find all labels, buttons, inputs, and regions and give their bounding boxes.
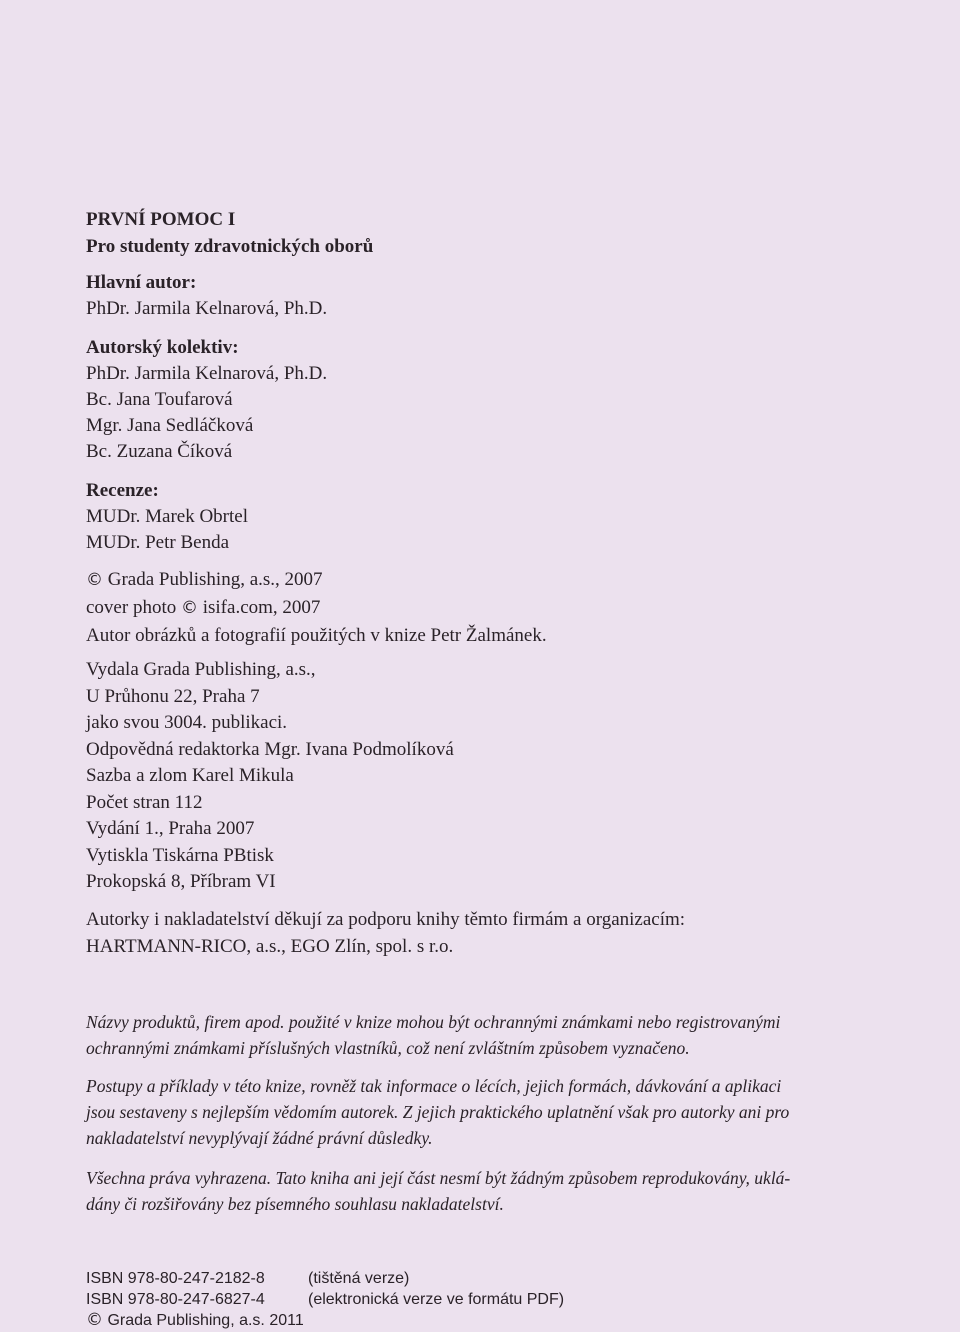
isbn-copyright: Grada Publishing, a.s. 2011: [107, 1312, 304, 1329]
reviews-section: [86, 478, 248, 556]
team-member: Bc. Zuzana Číková: [86, 441, 233, 462]
book-title-block: [86, 206, 373, 260]
main-author-heading: Hlavní autor:: [86, 272, 197, 293]
reviewer: MUDr. Marek Obrtel: [86, 506, 248, 527]
isbn-print: ISBN 978-80-247-2182-8: [86, 1270, 265, 1287]
copyright-icon: ©: [180, 598, 198, 618]
isbn-ebook-row: [86, 1289, 564, 1310]
thanks-sponsors: HARTMANN-RICO, a.s., EGO Zlín, spol. s r.o.: [86, 936, 454, 957]
copyright-line-cover: cover photo © isifa.com, 2007: [86, 597, 321, 618]
isbn-copyright-row: [86, 1310, 564, 1331]
author-team-section: [86, 335, 327, 465]
rights-section: [86, 566, 547, 649]
publisher-line: U Průhonu 22, Praha 7: [86, 685, 260, 707]
team-member: Mgr. Jana Sedláčková: [86, 415, 254, 436]
thanks-section: [86, 906, 685, 960]
copyright-icon: ©: [86, 570, 103, 590]
publisher-line: Prokopská 8, Příbram VI: [86, 871, 276, 892]
publisher-line: Vydání 1., Praha 2007: [86, 818, 255, 839]
team-member: PhDr. Jarmila Kelnarová, Ph.D.: [86, 363, 328, 384]
publisher-line: Počet stran 112: [86, 791, 203, 813]
main-author-section: [86, 270, 327, 322]
publisher-line: jako svou 3004. publikaci.: [86, 712, 288, 733]
isbn-ebook: ISBN 978-80-247-6827-4: [86, 1291, 265, 1308]
book-title: PRVNÍ POMOC I: [86, 209, 236, 230]
author-team-heading: Autorský kolektiv:: [86, 337, 239, 358]
book-subtitle: Pro studenty zdravotnických oborů: [86, 236, 374, 257]
publisher-line: Vytiskla Tiskárna PBtisk: [86, 844, 274, 866]
isbn-ebook-note: (elektronická verze ve formátu PDF): [308, 1291, 565, 1308]
publisher-line: Sazba a zlom Karel Mikula: [86, 765, 294, 786]
thanks-text: Autorky i nakladatelství děkují za podporu knihy těmto firmám a organizacím:: [86, 909, 686, 930]
copyright-icon: ©: [86, 1310, 103, 1330]
illustrations-credit: Autor obrázků a fotografií použitých v knize Petr Žalmánek.: [86, 625, 547, 646]
trademark-notice: Názvy produktů, firem apod. použité v knize mohou být ochrannými známkami nebo registrovanými ochrannými známkami příslušných vlastníků, což není zvláštním způsobem vyznačeno.: [86, 1012, 781, 1058]
copyright-line-publisher: © Grada Publishing, a.s., 2007: [86, 569, 323, 590]
main-author-name: PhDr. Jarmila Kelnarová, Ph.D.: [86, 298, 328, 319]
publisher-line: Vydala Grada Publishing, a.s.,: [86, 659, 316, 680]
liability-notice: Postupy a příklady v této knize, rovněž tak informace o lécích, jejich formách, dávkování a aplikaci jsou sestaveny s nejlepším vědomím autorek. Z jejich praktického uplatnění však pro autorky ani pro nakladatelství nevyplývají žádné právní důsledky.: [86, 1076, 790, 1148]
rights-reserved-notice: Všechna práva vyhrazena. Tato kniha ani její část nesmí být žádným způsobem reprodukovány, uklá- dány či rozšiřovány bez písemného souhlasu nakladatelství.: [86, 1168, 791, 1214]
team-member: Bc. Jana Toufarová: [86, 389, 233, 410]
reviewer: MUDr. Petr Benda: [86, 532, 230, 553]
isbn-section: [86, 1268, 564, 1331]
publisher-section: [86, 657, 454, 896]
isbn-print-note: (tištěná verze): [308, 1270, 410, 1287]
isbn-print-row: [86, 1268, 564, 1289]
reviews-heading: Recenze:: [86, 480, 159, 501]
publisher-line: Odpovědná redaktorka Mgr. Ivana Podmolíková: [86, 738, 454, 760]
